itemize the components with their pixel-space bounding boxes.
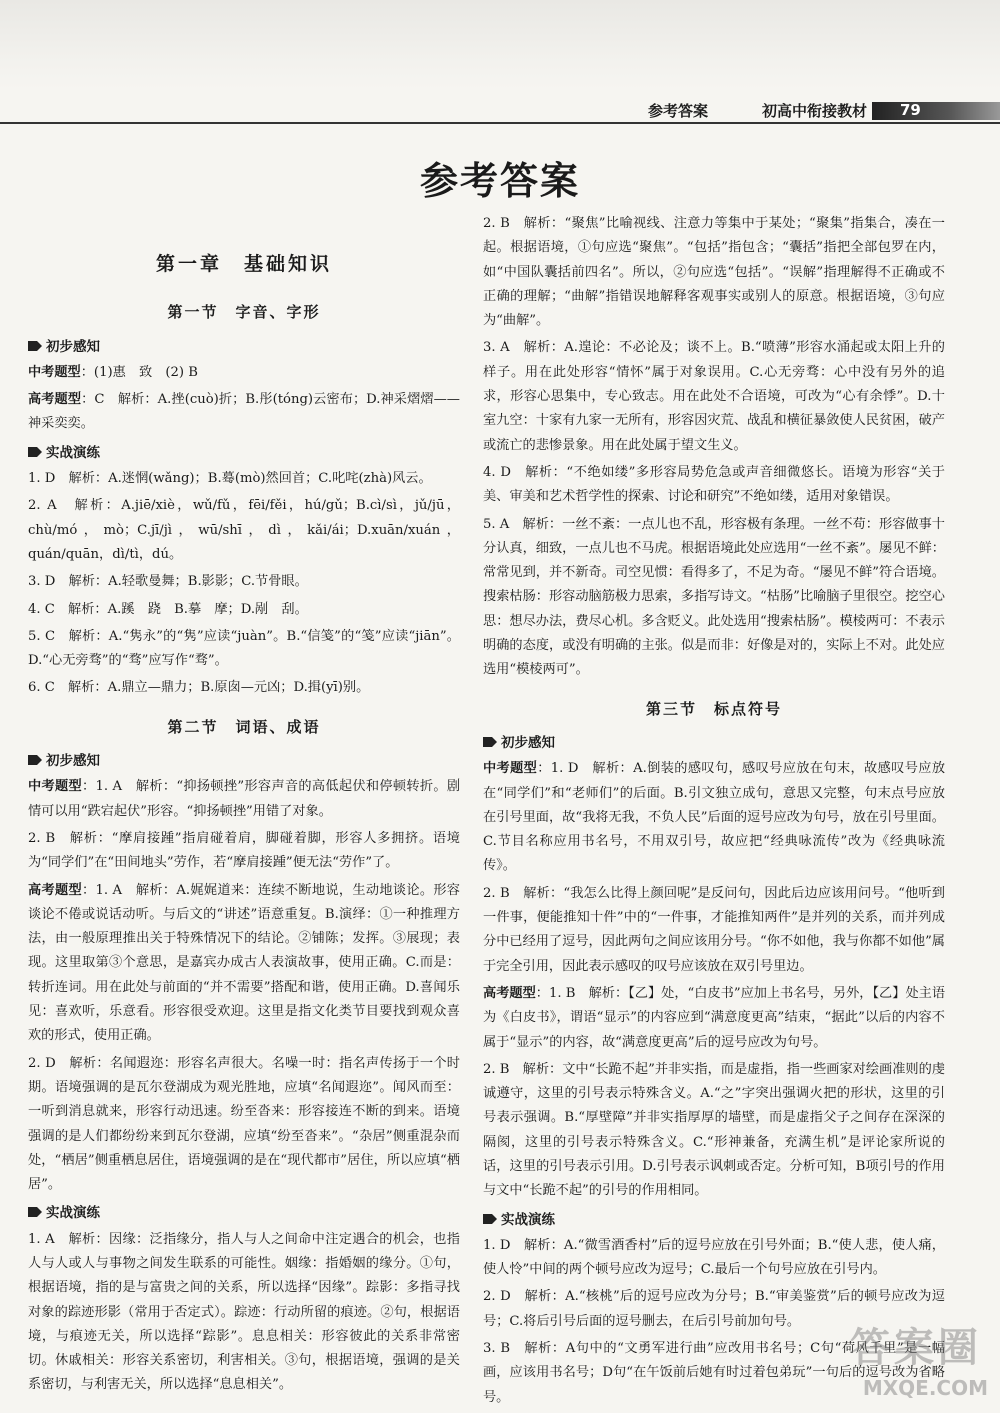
answer-item: 2. B 解析：“我怎么比得上颜回呢”是反问句，因此后边应该用问号。“他听到一件事，便能推知十件”中的“一件事，才能推知两件”是并列的关系，而并列成分中已经用了逗号，因此两句之间应该用分号。“你不如他，我与你都不如他”属于完全引用，因此表示感叹的叹号应该放在双引号里边。 [483, 885, 945, 974]
pencil-icon [483, 736, 497, 748]
paragraph [28, 388, 460, 437]
answer-item: 1. A 解析：因缘：泛指缘分，指人与人之间命中注定遇合的机会，也指人与人或人与事物之间发生联系的可能性。姻缘：指婚姻的缘分。①句，根据语境，指的是与富贵之间的关系，所以选择“因缘”。踪影：多指寻找对象的踪迹形影（常用于否定式）。踪迹：行动所留的痕迹。②句，根据语境，与痕迹无关，所以选择“踪影”。息息相关：形容彼此的关系非常密切。休戚相关：形容关系密切，利害相关。③句，根据语境，强调的是关系密切，与利害无关，所以选择“息息相关”。 [28, 1231, 460, 1393]
scan-top-area [0, 0, 1000, 90]
answer-text: ：C 解析：A.挫(cuò)折；B.彤(tóng)云密布；D.神采熠熠——神采奕奕。 [28, 392, 460, 432]
answer-item: 4. D 解析：“不绝如缕”多形容局势危急或声音细微悠长。语境为形容“关于美、审美和艺术哲学性的探索、讨论和研究”不绝如缕，适用对象错误。 [483, 464, 945, 505]
pencil-icon [28, 754, 42, 766]
paragraph [28, 879, 460, 1049]
answer-text: ：(1)惠 致 (2) B [80, 364, 198, 380]
header-section-label: 参考答案 [648, 102, 709, 120]
section-title-2: 第二节 词语、成语 [167, 717, 321, 736]
question-type-label: 高考题型 [28, 882, 82, 898]
watermark-url: MXQE.COM [862, 1376, 988, 1400]
question-type-label: 中考题型 [28, 364, 81, 380]
answer-text: ：1. B 解析：【乙】处，“白皮书”应加上书名号，另外，【乙】处主语为《白皮书》，谓语“显示”的内容应到“满意度更高”结束，“据此”以后的内容不属于“显示”的内容，故“满意度更高”后的逗号应改为句号。 [483, 985, 946, 1050]
subheading-text: 实战演练 [46, 444, 100, 461]
answer-item: 2. D 解析：A.“核桃”后的逗号应改为分号；B.“审美鉴赏”后的顿号应改为逗号；C.将后引号后面的逗号删去，在后引号前加句号。 [483, 1289, 945, 1329]
page-header [0, 98, 1000, 124]
answer-item: 3. D 解析：A.轻歌曼舞；B.影影；C.节骨眼。 [28, 574, 308, 590]
answer-item: 2. A 解析：A.jiē/xiè，wǔ/fǔ，fēi/fěi，hú/gǔ；B.cì/sì，jǔ/jū，chù/mó，mò；C.jī/jì，wū/shī，dì，kǎi/ái；D.xuān/xuán，quán/quān，dì/tì，dú。 [28, 498, 460, 562]
section-title-3: 第三节 标点符号 [645, 699, 782, 718]
watermark [798, 1316, 994, 1402]
answer-text: ：1. D 解析：A.倒装的感叹句，感叹号应放在句末，故感叹号应放在“同学们”和“老师们”的后面。B.引文独立成句，意思又完整，句末点号应放在引号里面，故“我将无我，不负人民”后面的逗号应改为句号，放在引号里面。C.节目名称应用书名号，不用双引号，故应把“经典咏流传”改为《经典咏流传》。 [483, 761, 946, 874]
header-page-bar [872, 102, 1000, 120]
pencil-icon [483, 1213, 497, 1225]
subheading-text: 初步感知 [46, 753, 100, 770]
answer-item: 2. B 解析：文中“长跪不起”并非实指，而是虚指，指一些画家对绘画准则的虔诚遵守，这里的引号表示特殊含义。A.“之”字突出强调火把的形状，这里的引号表示强调。B.“厚壁障”并非实指厚厚的墙壁，而是虚指父子之间存在深深的隔阂，这里的引号表示特殊含义。C.“形神兼备，充满生机”是评论家所说的话，这里的引号表示引用。D.引号表示讽刺或否定。分析可知，B项引号的作用与文中“长跪不起”的引号的作用相同。 [483, 1061, 945, 1199]
answer-text: ：1. A 解析：“抑扬顿挫”形容声音的高低起伏和停顿转折。剧情可以用“跌宕起伏”形容。“抑扬顿挫”用错了对象。 [28, 779, 461, 819]
paragraph [483, 757, 945, 878]
section-title-1: 第一节 字音、字形 [167, 303, 321, 322]
subheading-practice [28, 1201, 460, 1225]
answer-item: 1. D 解析：A.迷惘(wǎng)；B.蓦(mò)然回首；C.叱咤(zhà)风云。 [28, 471, 432, 487]
subheading-practice [28, 441, 460, 465]
pencil-icon [28, 1206, 42, 1218]
answer-item: 6. C 解析：A.鼎立—鼎力；B.原囱—元凶；D.揖(yī)别。 [28, 680, 370, 696]
header-book-title: 初高中衔接教材 [762, 102, 868, 120]
subheading-practice [483, 1208, 945, 1232]
question-type-label: 高考题型 [28, 392, 82, 408]
paragraph [28, 361, 460, 385]
chapter-title: 第一章 基础知识 [155, 253, 332, 275]
question-type-label: 中考题型 [28, 779, 82, 795]
answer-item: 3. A 解析：A.遑论：不必论及；谈不上。B.“喷薄”形容水涌起或太阳上升的样子。用在此处形容“情怀”属于对象误用。C.心无旁骛：心中没有另外的追求，形容心思集中，专心致志。用在此处不合语境，可改为“心有余悸”。D.十室九空：十家有九家一无所有，形容因灾荒、战乱和横征暴敛使人民贫困，破产或流亡的悲惨景象。用在此处属于望文生义。 [483, 340, 945, 453]
subheading-text: 实战演练 [46, 1205, 100, 1222]
answer-item: 3. B 解析：A句中的“文勇军进行曲”应改用书名号；C句“荷风千里”是一幅画，应该用书名号；D句“在午饭前后她有时过着包弟玩”一句后的逗号改为省略号。 [483, 1341, 945, 1405]
header-rule [0, 122, 1000, 124]
question-type-label: 中考题型 [483, 761, 538, 777]
answer-item: 2. B 解析：“摩肩接踵”指肩碰着肩，脚碰着脚，形容人多拥挤。语境为“同学们”在“田间地头”劳作，若“摩肩接踵”便无法“劳作”了。 [28, 830, 460, 871]
subheading-intro [483, 731, 945, 755]
answer-item: 2. D 解析：名闻遐迩：形容名声很大。名噪一时：指名声传扬于一个时期。语境强调的是瓦尔登湖成为观光胜地，应填“名闻遐迩”。闻风而至：一听到消息就来，形容行动迅速。纷至沓来：形容接连不断的到来。语境强调的是人们都纷纷来到瓦尔登湖，应填“纷至沓来”。“杂居”侧重混杂而处，“栖居”侧重栖息居住，语境强调的是在“现代都市”居住，所以应填“栖居”。 [28, 1055, 460, 1193]
subheading-text: 初步感知 [501, 734, 555, 751]
pencil-icon [28, 340, 42, 352]
left-column [28, 212, 460, 1401]
answer-text: ：1. A 解析：A.娓娓道来：连续不断地说，生动地谈论。形容谈论不倦或说话动听。与后文的“讲述”语意重复。B.演绎：①一种推理方法，由一般原理推出关于特殊情况下的结论。②铺陈；发挥。③展现；表现。这里取第③个意思，是嘉宾办成古人表演故事，使用正确。C.而是：转折连词。用在此处与前面的“并不需要”搭配和谐，使用正确。D.喜闻乐见：喜欢听，乐意看。形容很受欢迎。这里是指文化类节目要找到观众喜欢的形式，使用正确。 [28, 882, 460, 1044]
answer-item: 4. C 解析：A.蹊 跷 B.摹 摩；D.剐 刮。 [28, 601, 308, 617]
answer-item: 5. A 解析：一丝不紊：一点儿也不乱，形容极有条理。一丝不苟：形容做事十分认真，细致，一点儿也不马虎。根据语境此处应选用“一丝不紊”。屡见不鲜：常常见到，并不新奇。司空见惯：看得多了，不足为奇。“屡见不鲜”符合语境。搜索枯肠：形容动脑筋极力思索，多指写诗文。“枯肠”比喻脑子里很空。挖空心思：想尽办法，费尽心机。多含贬义。此处选用“搜索枯肠”。模棱两可：不表示明确的态度，或没有明确的主张。似是而非：好像是对的，实际上不对。此处应选用“模棱两可”。 [483, 516, 945, 678]
answer-item: 1. D 解析：A.“微雪酒香村”后的逗号应放在引号外面；B.“使人悲，使人痛，使人怜”中间的两个顿号应改为逗号；C.最后一个句号应放在引号内。 [483, 1237, 945, 1278]
subheading-text: 初步感知 [46, 338, 100, 355]
pencil-icon [28, 446, 42, 458]
watermark-brand: 答案圈 [850, 1325, 982, 1371]
answer-item: 5. C 解析：A.“隽永”的“隽”应读“juàn”。B.“信笺”的“笺”应读“jiān”。D.“心无旁骛”的“骛”应写作“骛”。 [28, 628, 460, 669]
subheading-intro [28, 749, 460, 773]
subheading-text: 实战演练 [501, 1211, 555, 1228]
paragraph [483, 982, 945, 1055]
subheading-intro [28, 335, 460, 359]
right-column [483, 212, 945, 1413]
question-type-label: 高考题型 [483, 985, 536, 1001]
page-title: 参考答案 [419, 159, 580, 203]
page-number: 79 [900, 101, 921, 119]
paragraph [28, 775, 460, 824]
answer-item: 2. B 解析：“聚焦”比喻视线、注意力等集中于某处；“聚集”指集合，凑在一起。根据语境，①句应选“聚焦”。“包括”指包含；“囊括”指把全部包罗在内，如“中国队囊括前四名”。所以，②句应选“包括”。“误解”指理解得不正确或不正确的理解；“曲解”指错误地解释客观事实或别人的原意。根据语境，③句应为“曲解”。 [483, 216, 945, 329]
